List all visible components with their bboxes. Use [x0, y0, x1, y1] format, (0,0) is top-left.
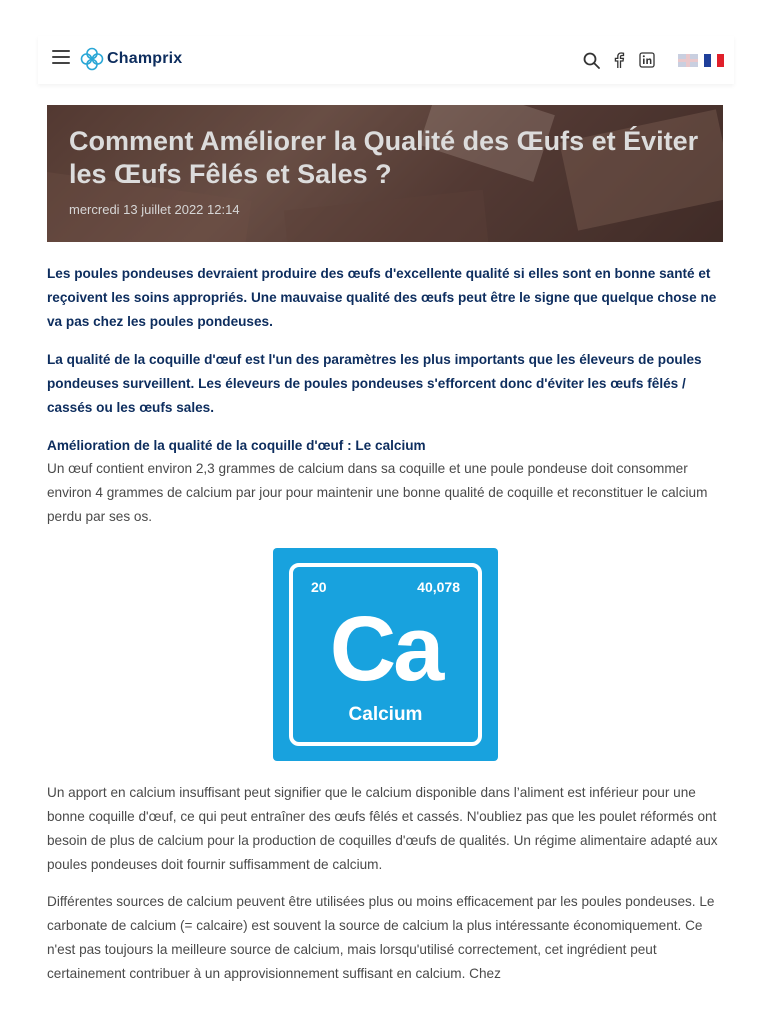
brand-name: Champrix [107, 50, 183, 67]
atomic-number: 20 [311, 579, 327, 595]
element-name: Calcium [348, 704, 423, 725]
menu-icon[interactable] [52, 50, 70, 66]
atomic-mass: 40,078 [417, 579, 460, 595]
body-paragraph-2: Un apport en calcium insuffisant peut signifier que le calcium disponible dans l’aliment est inférieur pour une bonne coquille d'œuf, ce qui peut entraîner des œufs fêlés et cassés. N'oubliez pas que les poulet réformés ont besoin de plus de calcium pour la production de coquilles d'œufs de qualités. Un régime alimentaire adapté aux poules pondeuses doit fournir suffisamment de calcium. [47, 785, 718, 872]
element-tile [289, 563, 482, 746]
element-symbol: Ca [329, 598, 442, 700]
champrix-logo-icon [80, 47, 104, 71]
header-actions [572, 49, 724, 71]
page-title: Comment Améliorer la Qualité des Œufs et Éviter les Œufs Fêlés et Sales ? [69, 126, 699, 189]
publish-date: mercredi 13 juillet 2022 12:14 [69, 202, 240, 217]
logo[interactable] [80, 46, 182, 72]
search-icon[interactable] [582, 51, 600, 69]
hero-banner [47, 105, 723, 242]
lead-paragraph-2: La qualité de la coquille d'œuf est l'un des paramètres les plus importants que les éleveurs de poules pondeuses surveillent. Les éleveurs de poules pondeuses s'efforcent donc d'éviter les œufs fêlés / cassés ou les œufs sales. [47, 352, 702, 415]
lead-paragraph-1: Les poules pondeuses devraient produire des œufs d'excellente qualité si elles sont en bonne santé et reçoivent les soins appropriés. Une mauvaise qualité des œufs peut être le signe que quelque chose ne va pas chez les poules pondeuses. [47, 266, 717, 329]
site-header [38, 36, 734, 84]
calcium-element-image [273, 548, 498, 761]
english-flag-icon[interactable] [678, 54, 698, 67]
body-paragraph-3: Différentes sources de calcium peuvent être utilisées plus ou moins efficacement par les poules pondeuses. Le carbonate de calcium (= calcaire) est souvent la source de calcium la plus intéressante économiquement. Ce n'est pas toujours la meilleure source de calcium, mais lorsqu'utilisé correctement, cet ingrédient peut certainement contribuer à un approvisionnement suffisant en calcium. Chez [47, 894, 715, 981]
facebook-icon[interactable] [610, 51, 628, 69]
body-paragraph-1: Un œuf contient environ 2,3 grammes de calcium dans sa coquille et une poule pondeuse doit consommer environ 4 grammes de calcium par jour pour maintenir une bonne qualité de coquille et reconstituer le calcium perdu par ses os. [47, 461, 708, 524]
section-heading: Amélioration de la qualité de la coquille d'œuf : Le calcium [47, 438, 426, 453]
linkedin-icon[interactable] [638, 51, 656, 69]
french-flag-icon[interactable] [704, 54, 724, 67]
